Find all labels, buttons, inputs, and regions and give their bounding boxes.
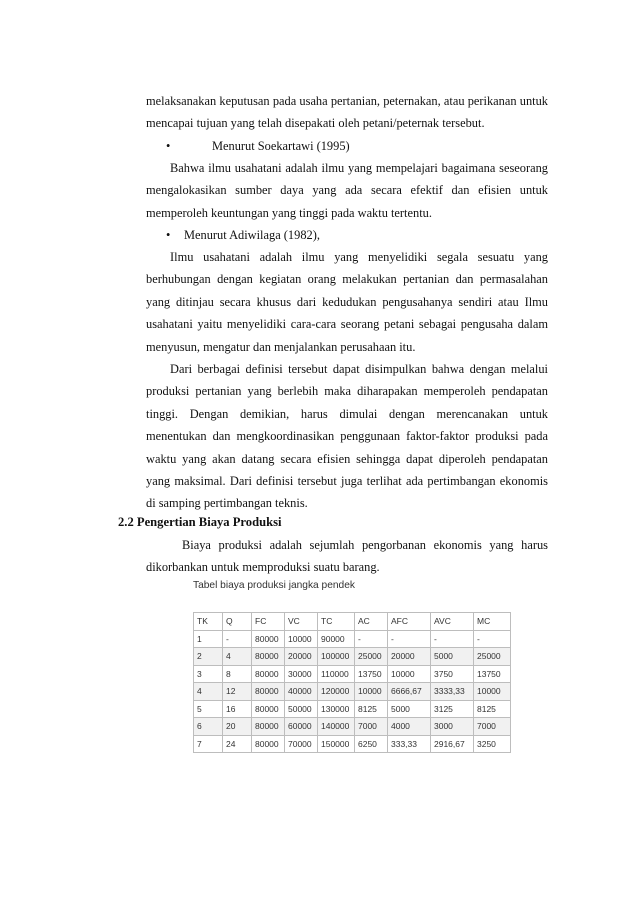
table-cell: 333,33 [388, 735, 431, 753]
paragraph-adiwilaga-definition: Ilmu usahatani adalah ilmu yang menyelidiki segala sesuatu yang berhubungan dengan kegiatan orang melakukan pertanian dan permasalahan yang ditinjau secara khusus dari kedudukan pengusahanya sendiri atau Ilmu usahatani yaitu menyelidiki cara-cara seorang petani sebagai pengusaha dalam menyusun, mengatur dan menjalankan perusahaan itu. [146, 250, 548, 354]
header-cell: FC [252, 613, 285, 631]
table-cell: 5000 [431, 648, 474, 666]
table-cell: 80000 [252, 648, 285, 666]
bullet-soekartawi [166, 135, 350, 157]
table-cell: 1 [194, 630, 223, 648]
paragraph-conclusion: Dari berbagai definisi tersebut dapat disimpulkan bahwa dengan melalui produksi pertanian yang berlebih maka diharapakan memperoleh pendapatan tinggi. Dengan demikian, harus dimulai dengan merencanakan untuk menentukan dan mengkoordinasikan penggunaan faktor-faktor produksi pada waktu yang akan datang secara efisien sehingga dapat diperoleh pendapatan yang maksimal. Dari definisi tersebut juga terlihat ada pertimbangan ekonomis di samping pertimbangan teknis. [146, 362, 548, 511]
header-cell: VC [285, 613, 318, 631]
header-cell: TC [318, 613, 355, 631]
table-cell: 4 [223, 648, 252, 666]
table-cell: 3750 [431, 665, 474, 683]
table-cell: 3 [194, 665, 223, 683]
table-cell: 30000 [285, 665, 318, 683]
paragraph-continuation: melaksanakan keputusan pada usaha pertanian, peternakan, atau perikanan untuk mencapai tujuan yang telah disepakati oleh petani/peternak tersebut. [146, 94, 548, 131]
header-cell: AFC [388, 613, 431, 631]
table-cell: 16 [223, 700, 252, 718]
table-cell: 8125 [355, 700, 388, 718]
table-cell: 4000 [388, 718, 431, 736]
table-cell: 3333,33 [431, 683, 474, 701]
bullet-adiwilaga [166, 224, 320, 246]
table-cell: 50000 [285, 700, 318, 718]
table-cell: 2916,67 [431, 735, 474, 753]
table-cell: 80000 [252, 665, 285, 683]
table-caption: Tabel biaya produksi jangka pendek [193, 580, 355, 591]
paragraph-biaya-produksi: Biaya produksi adalah sejumlah pengorbanan ekonomis yang harus dikorbankan untuk memproduksi suatu barang. [146, 538, 548, 575]
table-cell: 80000 [252, 700, 285, 718]
table-cell: 140000 [318, 718, 355, 736]
table-cell: 25000 [474, 648, 511, 666]
table-cell: 20000 [285, 648, 318, 666]
bullet-marker: • [166, 139, 171, 153]
header-cell: Q [223, 613, 252, 631]
header-cell: AVC [431, 613, 474, 631]
table-cell: 110000 [318, 665, 355, 683]
table-cell: 10000 [388, 665, 431, 683]
table-cell: 6666,67 [388, 683, 431, 701]
table-row [194, 735, 511, 753]
table-cell: 80000 [252, 630, 285, 648]
table-cell: 7000 [474, 718, 511, 736]
table-cell: 4 [194, 683, 223, 701]
table-cell: 70000 [285, 735, 318, 753]
table-cell: 60000 [285, 718, 318, 736]
table-cell: 25000 [355, 648, 388, 666]
table-cell: 10000 [285, 630, 318, 648]
table-cell: 5 [194, 700, 223, 718]
table-cell: 3125 [431, 700, 474, 718]
table-cell: 7 [194, 735, 223, 753]
table-cell: 8125 [474, 700, 511, 718]
table-row [194, 665, 511, 683]
table-cell: 8 [223, 665, 252, 683]
header-cell: AC [355, 613, 388, 631]
table-row [194, 648, 511, 666]
table-row [194, 630, 511, 648]
bullet-text: Menurut Adiwilaga (1982), [184, 228, 320, 242]
table-cell: 100000 [318, 648, 355, 666]
section-heading: 2.2 Pengertian Biaya Produksi [118, 515, 282, 529]
table-row [194, 683, 511, 701]
table-row [194, 700, 511, 718]
table-cell: - [474, 630, 511, 648]
table-row [194, 718, 511, 736]
table-cell: 90000 [318, 630, 355, 648]
table-cell: 120000 [318, 683, 355, 701]
table-cell: - [388, 630, 431, 648]
table-cell: 5000 [388, 700, 431, 718]
table-cell: 3250 [474, 735, 511, 753]
table-cell: 20 [223, 718, 252, 736]
table-cell: 130000 [318, 700, 355, 718]
cost-table [193, 612, 511, 753]
table-cell: 6250 [355, 735, 388, 753]
table-cell: 10000 [474, 683, 511, 701]
bullet-marker: • [166, 228, 171, 242]
table-cell: 10000 [355, 683, 388, 701]
header-cell: TK [194, 613, 223, 631]
table-cell: 13750 [355, 665, 388, 683]
table-cell: 20000 [388, 648, 431, 666]
table-cell: 2 [194, 648, 223, 666]
table-cell: 80000 [252, 718, 285, 736]
table-cell: - [431, 630, 474, 648]
table-cell: 80000 [252, 683, 285, 701]
table-cell: 12 [223, 683, 252, 701]
table-header-row [194, 613, 511, 631]
table-cell: 7000 [355, 718, 388, 736]
table-cell: - [355, 630, 388, 648]
table-cell: 3000 [431, 718, 474, 736]
table-cell: 150000 [318, 735, 355, 753]
bullet-text: Menurut Soekartawi (1995) [212, 139, 350, 153]
table-cell: 6 [194, 718, 223, 736]
header-cell: MC [474, 613, 511, 631]
table-cell: 13750 [474, 665, 511, 683]
table-cell: - [223, 630, 252, 648]
paragraph-soekartawi-definition: Bahwa ilmu usahatani adalah ilmu yang mempelajari bagaimana seseorang mengalokasikan sumber daya yang ada secara efektif dan efisien untuk memperoleh keuntungan yang tinggi pada waktu tertentu. [146, 161, 548, 220]
table-cell: 80000 [252, 735, 285, 753]
table-cell: 40000 [285, 683, 318, 701]
table-cell: 24 [223, 735, 252, 753]
